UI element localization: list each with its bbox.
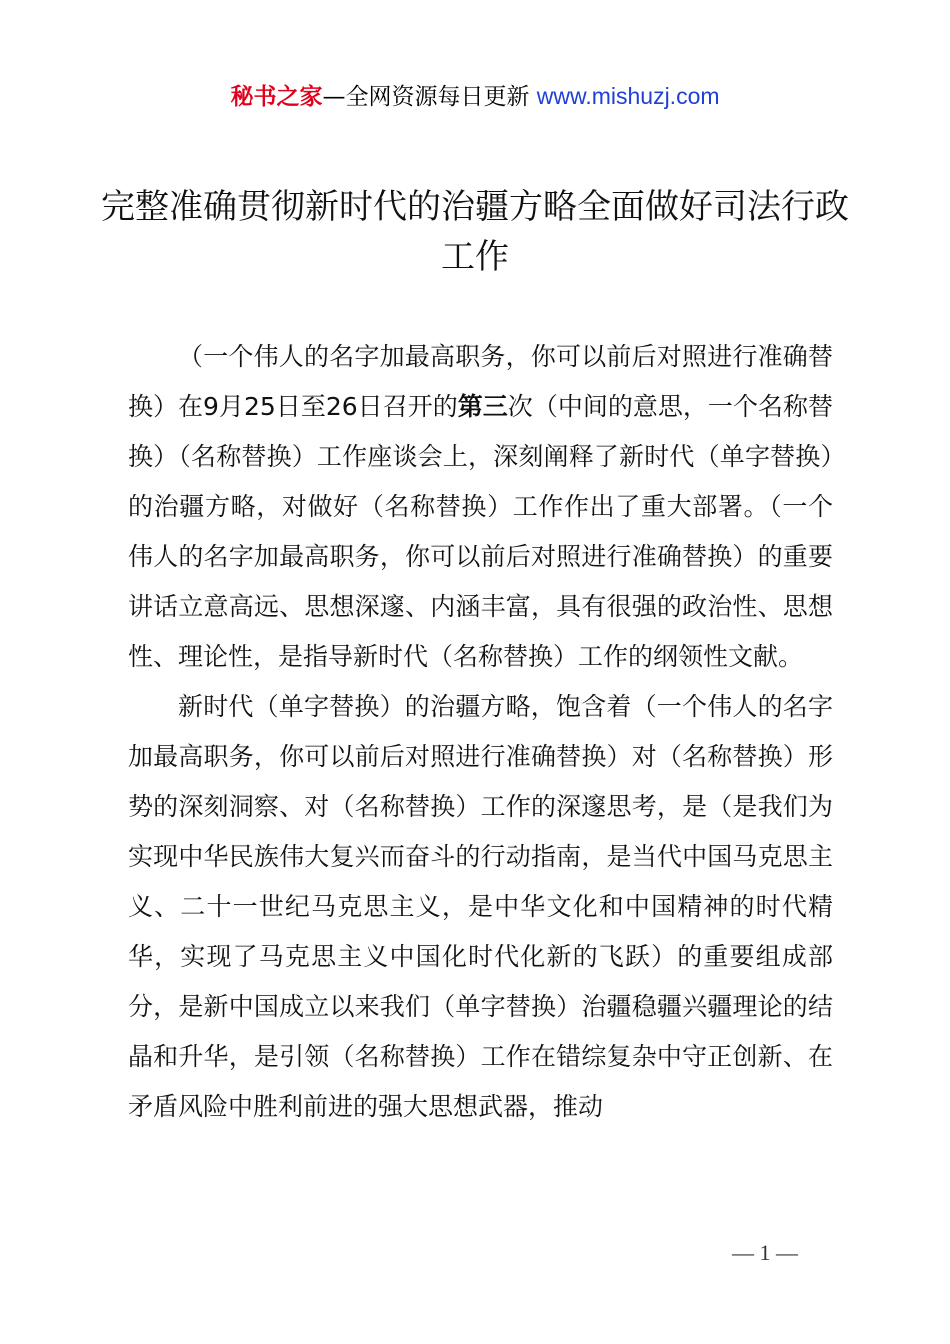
paragraph-2: 新时代（单字替换）的治疆方略，饱含着（一个伟人的名字加最高职务，你可以前后对照进行准确替换）对（名称替换）形势的深刻洞察、对（名称替换）工作的深邃思考，是（是我们为实现中华民族伟大复兴而奋斗的行动指南，是当代中国马克思主义、二十一世纪马克思主义，是中华文化和中国精神的时代精华，实现了马克思主义中国化时代化新的飞跃）的重要组成部分，是新中国成立以来我们（单字替换）治疆稳疆兴疆理论的结晶和升华，是引领（名称替换）工作在错综复杂中守正创新、在矛盾风险中胜利前进的强大思想武器，推动 [128, 692, 833, 1121]
document-body [128, 332, 833, 1132]
document-title: 完整准确贯彻新时代的治疆方略全面做好司法行政工作 [101, 187, 849, 277]
paragraph-1-bold-text: 第三 [457, 392, 508, 421]
site-name: 秘书之家 [230, 84, 323, 110]
site-url-link[interactable]: www.mishuzj.com [536, 83, 720, 109]
paragraph-1 [128, 332, 833, 682]
paragraph-1-text-b: 次（中间的意思，一个名称替换）（名称替换）工作座谈会上，深刻阐释了新时代（单字替换）的治疆方略，对做好（名称替换）工作作出了重大部署。（一个伟人的名字加最高职务，你可以前后对照进行准确替换）的重要讲话立意高远、思想深邃、内涵丰富，具有很强的政治性、思想性、理论性，是指导新时代（名称替换）工作的纲领性文献。 [128, 392, 833, 671]
site-slogan: —全网资源每日更新 [322, 84, 537, 110]
page-number: — 1 — [732, 1240, 798, 1265]
site-header [0, 80, 950, 113]
paragraph-1-text-a: （一个伟人的名字加最高职务，你可以前后对照进行准确替换）在9月25日至26日召开的 [128, 342, 833, 421]
